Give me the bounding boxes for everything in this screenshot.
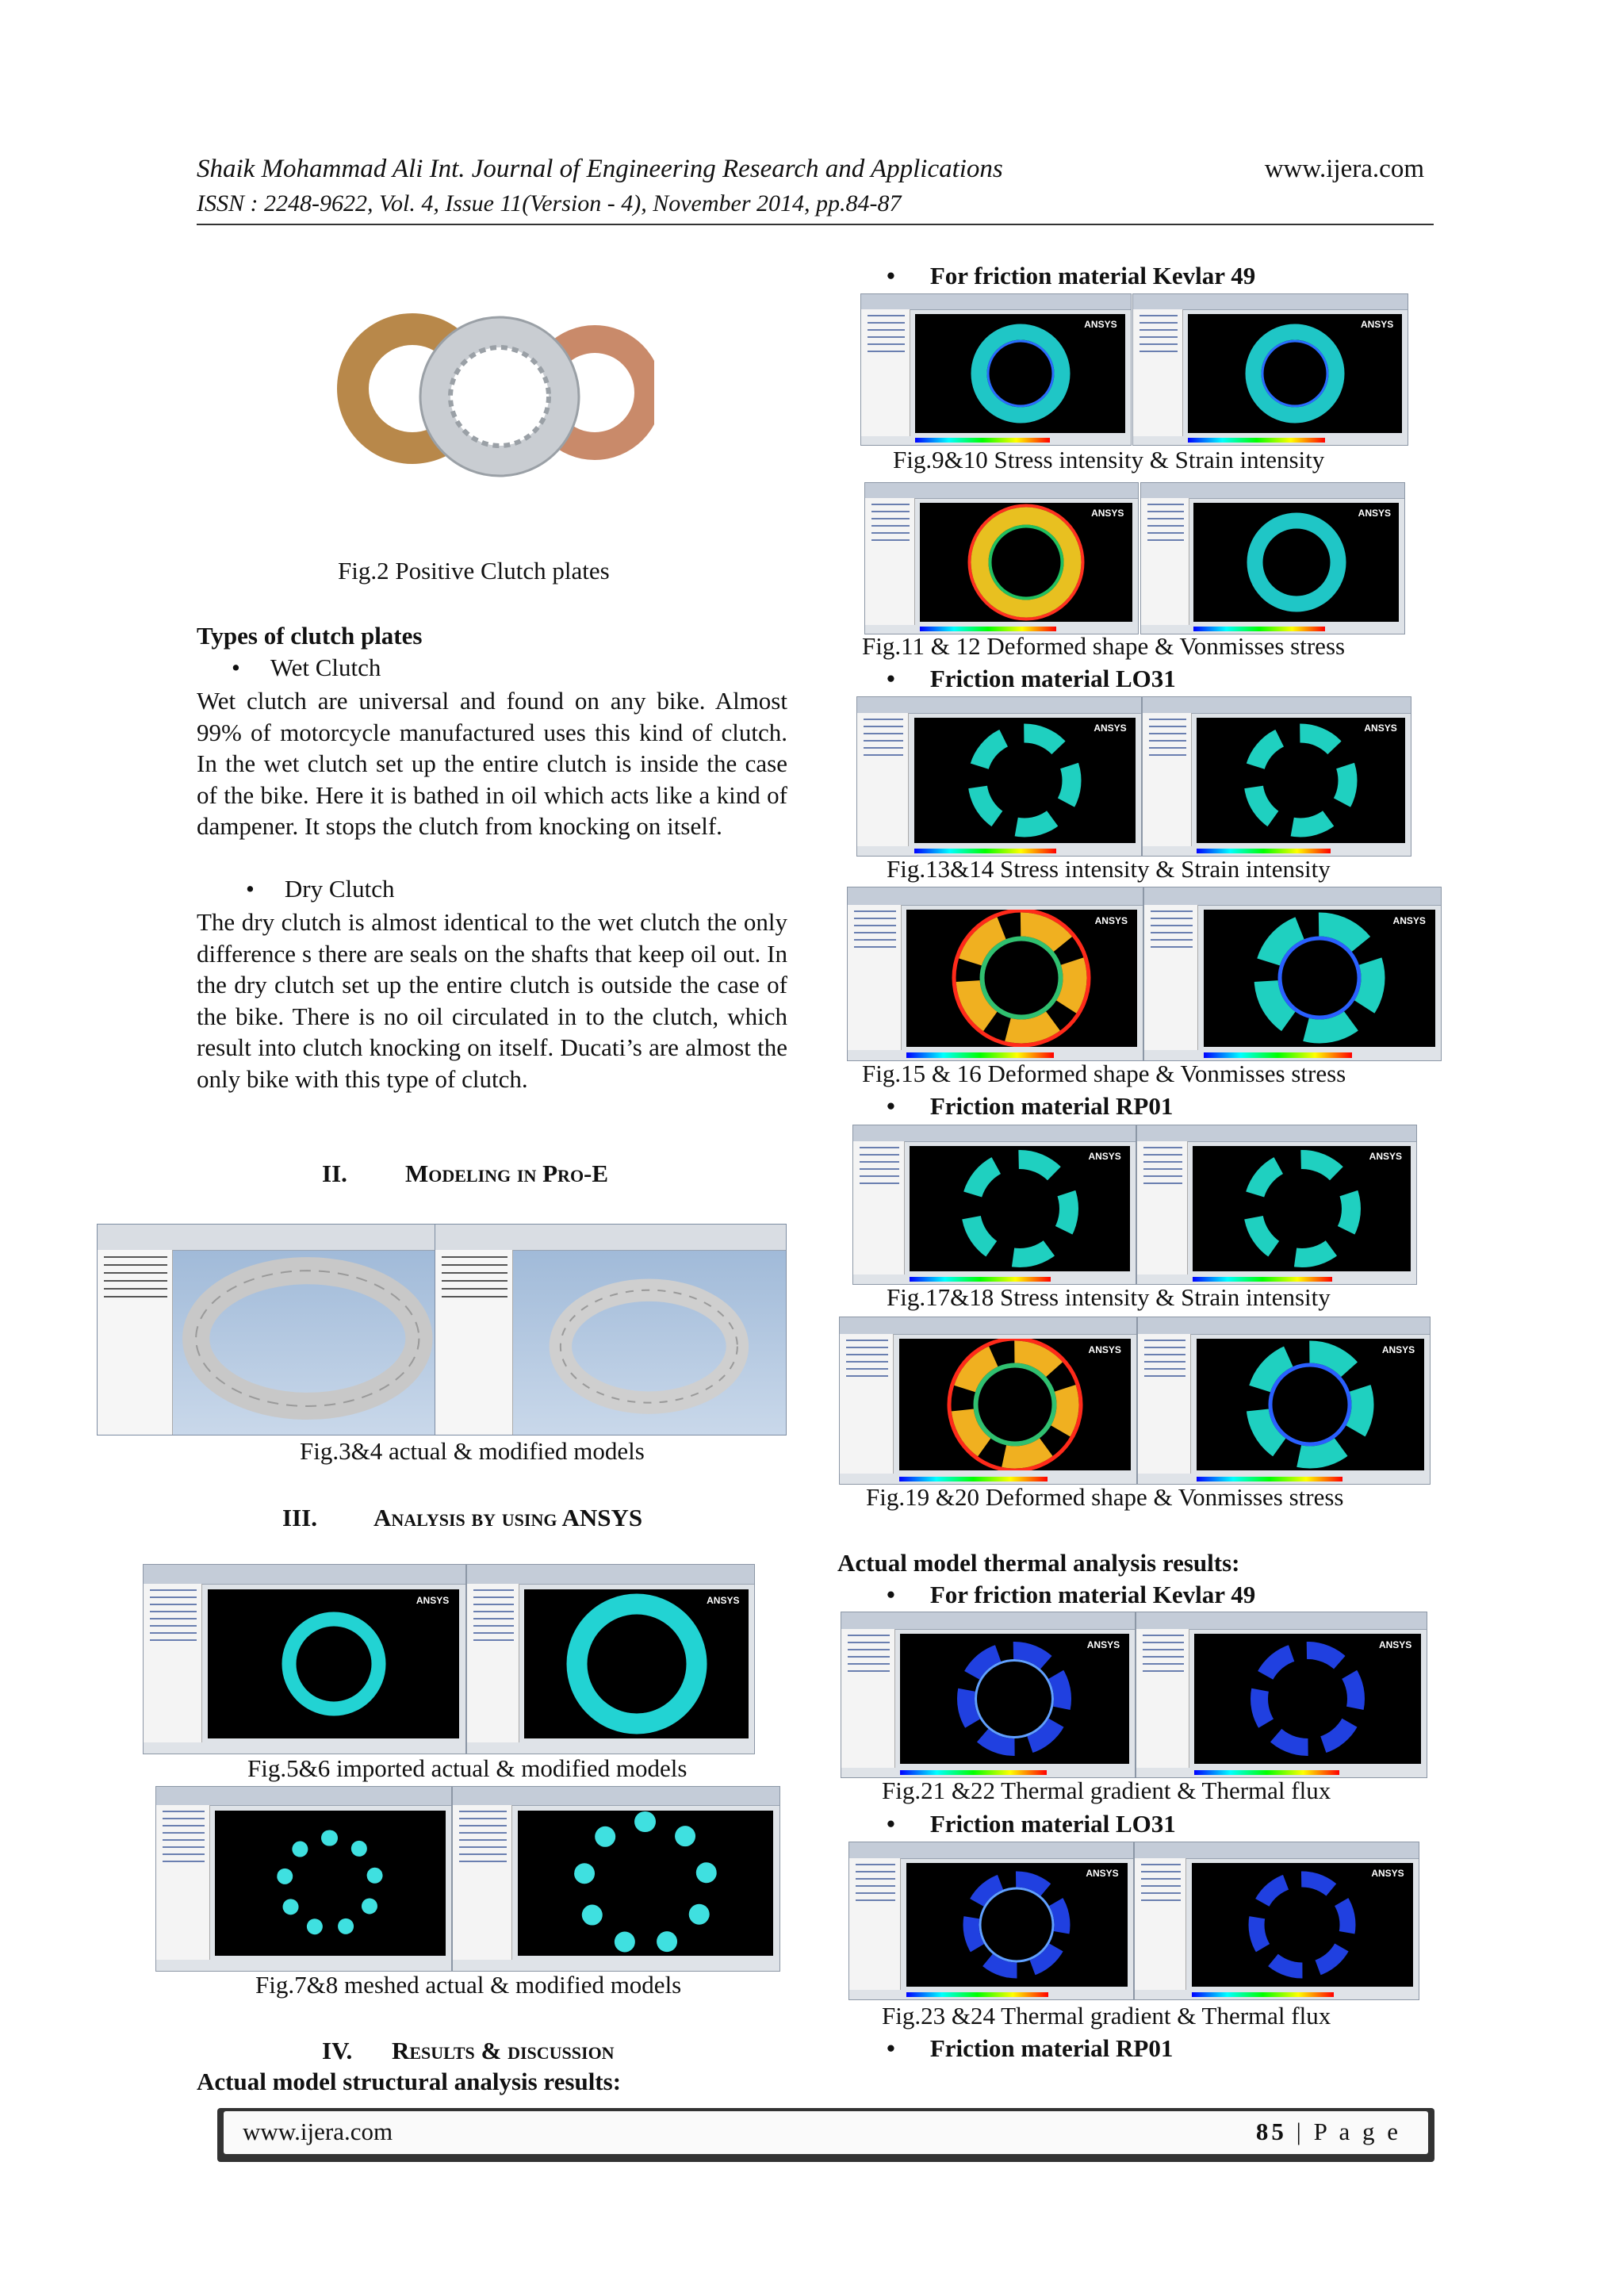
bullet-icon: • <box>887 1092 895 1120</box>
fig13-caption: Fig.13&14 Stress intensity & Strain intensity <box>887 855 1331 883</box>
issn-line: ISSN : 2248-9622, Vol. 4, Issue 11(Version - 4), November 2014, pp.84-87 <box>197 190 902 217</box>
fig10-strain-screenshot: ANSYS <box>1132 293 1408 446</box>
rp01-label-2: Friction material RP01 <box>929 2034 1174 2062</box>
fig11-deformed-screenshot: ANSYS <box>864 482 1139 634</box>
section-number: III. <box>282 1504 317 1531</box>
kevlar-bullet <box>887 262 1255 290</box>
fig3-proe-screenshot <box>97 1224 435 1435</box>
fig2-caption: Fig.2 Positive Clutch plates <box>338 557 610 585</box>
modified-model-render <box>512 1250 786 1435</box>
page-footer <box>217 2108 1434 2162</box>
rp01-label: Friction material RP01 <box>929 1092 1174 1120</box>
footer-page-number <box>1256 2118 1401 2146</box>
fig3-caption: Fig.3&4 actual & modified models <box>300 1437 645 1465</box>
bullet-icon: • <box>232 654 240 681</box>
journal-title: Shaik Mohammad Ali Int. Journal of Engineering Research and Applications <box>197 155 1003 183</box>
section-4-heading <box>322 2037 615 2065</box>
fig13-stress-screenshot: ANSYS <box>856 696 1142 857</box>
fig7-meshed-screenshot <box>155 1786 452 1972</box>
fig15-deformed-screenshot: ANSYS <box>847 887 1143 1061</box>
page-label: | P a g e <box>1296 2118 1401 2145</box>
fig22-thermal-flux-screenshot: ANSYS <box>1136 1612 1427 1778</box>
journal-website[interactable]: www.ijera.com <box>1264 155 1424 183</box>
fig12-vonmises-screenshot: ANSYS <box>1140 482 1405 634</box>
fig21-caption: Fig.21 &22 Thermal gradient & Thermal flux <box>882 1777 1331 1804</box>
fig4-proe-screenshot <box>435 1224 787 1435</box>
fig19-deformed-screenshot: ANSYS <box>839 1317 1137 1485</box>
bullet-icon: • <box>887 2034 895 2062</box>
rp01-bullet <box>887 1092 1173 1121</box>
fig11-caption: Fig.11 & 12 Deformed shape & Vonmisses stress <box>862 632 1346 660</box>
lo31-label: Friction material LO31 <box>929 665 1176 692</box>
section-number: IV. <box>322 2037 353 2064</box>
rp01-bullet-2 <box>887 2034 1173 2063</box>
fig20-vonmises-screenshot: ANSYS <box>1137 1317 1431 1485</box>
section-2-heading <box>322 1159 608 1188</box>
bullet-icon: • <box>887 1810 895 1838</box>
fig18-strain-screenshot: ANSYS <box>1136 1125 1417 1285</box>
thermal-heading: Actual model thermal analysis results: <box>837 1549 1240 1577</box>
fig17-stress-screenshot: ANSYS <box>852 1125 1136 1285</box>
dry-label: Dry Clutch <box>284 875 395 903</box>
structural-heading: Actual model structural analysis results: <box>197 2068 622 2095</box>
wet-label: Wet Clutch <box>270 654 381 681</box>
bullet-icon: • <box>887 262 895 289</box>
bullet-icon: • <box>887 1581 895 1608</box>
dry-paragraph: The dry clutch is almost identical to the wet clutch the only difference s there are seals on the shafts that keep oil out. In the dry clutch set up the entire clutch is outside the case of the bike. There is no oil circulated in to the clutch, which result into clutch knocking on itself. Ducati’s are almost the only bike with this type of clutch. <box>197 908 787 1093</box>
fig17-caption: Fig.17&18 Stress intensity & Strain intensity <box>887 1283 1331 1311</box>
kevlar-label-2: For friction material Kevlar 49 <box>929 1581 1256 1608</box>
fig6-ansys-screenshot: ANSYS <box>466 1564 755 1754</box>
clutch-plates-image <box>333 305 654 484</box>
fig23-thermal-gradient-screenshot: ANSYS <box>848 1842 1134 2000</box>
lo31-bullet <box>887 665 1176 693</box>
wet-paragraph: Wet clutch are universal and found on any bike. Almost 99% of motorcycle manufactured uses this kind of clutch. In the wet clutch set up the entire clutch is inside the case of the bike. Here it is bathed in oil which acts like a kind of dampener. It stops the clutch from knocking on itself. <box>197 687 787 840</box>
lo31-label-2: Friction material LO31 <box>929 1810 1176 1838</box>
page-number: 85 <box>1255 2118 1287 2145</box>
section-title: Analysis by using ANSYS <box>373 1504 643 1531</box>
section-title: Results & discussion <box>392 2037 615 2064</box>
lo31-bullet-2 <box>887 1810 1176 1838</box>
types-heading: Types of clutch plates <box>197 622 423 650</box>
fig19-caption: Fig.19 &20 Deformed shape & Vonmisses stress <box>866 1483 1344 1511</box>
bullet-icon: • <box>887 665 895 692</box>
kevlar-label: For friction material Kevlar 49 <box>929 262 1256 289</box>
fig15-caption: Fig.15 & 16 Deformed shape & Vonmisses stress <box>862 1060 1346 1087</box>
fig5-ansys-screenshot: ANSYS <box>143 1564 466 1754</box>
fig8-meshed-screenshot <box>452 1786 780 1972</box>
section-number: II. <box>322 1159 347 1187</box>
footer-url[interactable]: www.ijera.com <box>243 2118 393 2145</box>
kevlar-bullet-2 <box>887 1581 1255 1609</box>
fig14-strain-screenshot: ANSYS <box>1142 696 1411 857</box>
bullet-icon: • <box>246 875 255 903</box>
fig16-vonmises-screenshot: ANSYS <box>1143 887 1442 1061</box>
section-3-heading <box>282 1504 642 1532</box>
fig24-thermal-flux-screenshot: ANSYS <box>1134 1842 1419 2000</box>
fig21-thermal-gradient-screenshot: ANSYS <box>841 1612 1136 1778</box>
section-title: Modeling in Pro-E <box>405 1159 609 1187</box>
dry-bullet <box>246 875 394 903</box>
fig9-caption: Fig.9&10 Stress intensity & Strain intensity <box>893 446 1325 473</box>
actual-model-render <box>172 1250 435 1435</box>
fig9-stress-screenshot: ANSYS <box>860 293 1132 446</box>
fig23-caption: Fig.23 &24 Thermal gradient & Thermal flux <box>882 2002 1331 2030</box>
fig5-caption: Fig.5&6 imported actual & modified models <box>247 1754 688 1782</box>
wet-bullet <box>232 654 381 682</box>
header-rule <box>197 224 1434 225</box>
fig7-caption: Fig.7&8 meshed actual & modified models <box>255 1971 682 1999</box>
